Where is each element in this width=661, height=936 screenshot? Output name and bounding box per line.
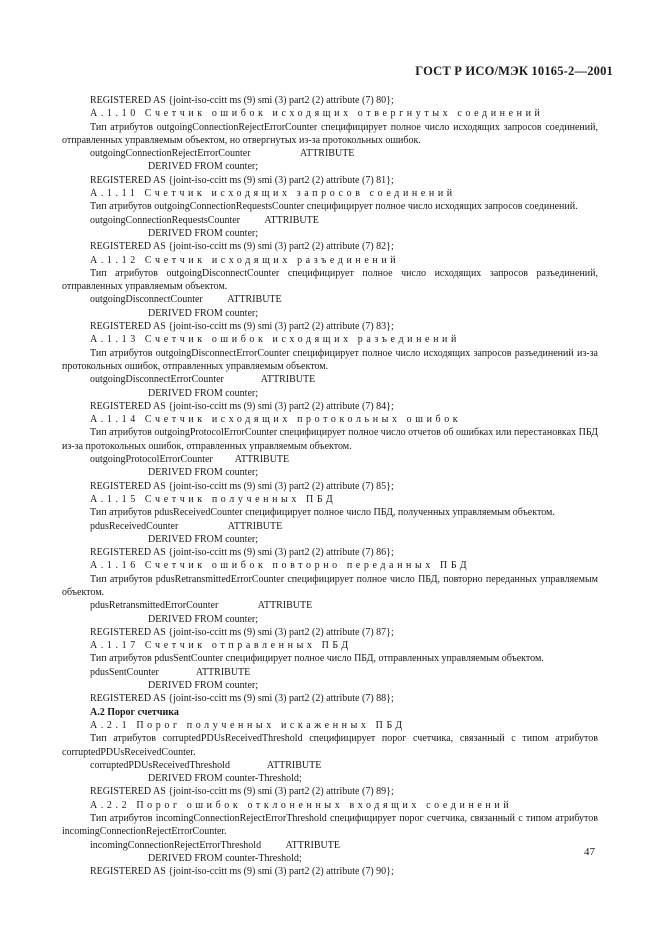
text-line: DERIVED FROM counter; (148, 387, 258, 399)
text-line: Тип атрибутов pdusReceivedCounter специфицирует полное число ПБД, полученных управляемым объектом. (90, 507, 555, 519)
text-line: A.1.11 Счетчик исходящих запросов соединений (90, 188, 456, 200)
text-line: Тип атрибутов outgoingConnectionRejectErrorCounter специфицирует полное число исходящих запросов соединений, отправленных управляемым объектом, но отвергнутых из-за протокольных ошибок. (62, 121, 598, 146)
text-line: A.1.10 Счетчик ошибок исходящих отвергнутых соединений (90, 108, 544, 120)
text-line: REGISTERED AS {joint-iso-ccitt ms (9) smi (3) part2 (2) attribute (7) 85}; (90, 480, 394, 492)
text-line: pdusSentCounter ATTRIBUTE (90, 666, 251, 678)
text-line: A.1.14 Счетчик исходящих протокольных ошибок (90, 414, 462, 426)
text-line: REGISTERED AS {joint-iso-ccitt ms (9) smi (3) part2 (2) attribute (7) 82}; (90, 241, 394, 253)
text-line: REGISTERED AS {joint-iso-ccitt ms (9) smi (3) part2 (2) attribute (7) 80}; (90, 95, 394, 106)
text-line: REGISTERED AS {joint-iso-ccitt ms (9) smi (3) part2 (2) attribute (7) 83}; (90, 321, 394, 333)
text-line: A.2 Порог счетчика (90, 706, 179, 718)
text-line: DERIVED FROM counter-Threshold; (148, 852, 302, 864)
text-line: pdusReceivedCounter ATTRIBUTE (90, 520, 283, 532)
text-line: A.1.12 Счетчик исходящих разъединений (90, 254, 400, 266)
text-line: outgoingDisconnectErrorCounter ATTRIBUTE (90, 374, 316, 386)
text-line: REGISTERED AS {joint-iso-ccitt ms (9) smi (3) part2 (2) attribute (7) 87}; (90, 626, 394, 638)
text-line: Тип атрибутов pdusSentCounter специфицирует полное число ПБД, отправленных управляемым объектом. (90, 653, 544, 665)
text-line: DERIVED FROM counter; (148, 161, 258, 173)
document-body (62, 94, 598, 879)
text-line: REGISTERED AS {joint-iso-ccitt ms (9) smi (3) part2 (2) attribute (7) 81}; (90, 174, 394, 186)
text-line: REGISTERED AS {joint-iso-ccitt ms (9) smi (3) part2 (2) attribute (7) 86}; (90, 547, 394, 559)
text-line: Тип атрибутов outgoingConnectionRequestsCounter специфицирует полное число исходящих запросов соединений. (90, 201, 578, 213)
text-line: DERIVED FROM counter-Threshold; (148, 773, 302, 785)
text-line: Тип атрибутов pdusRetransmittedErrorCounter специфицирует полное число ПБД, повторно переданных управляемым объектом. (62, 573, 598, 598)
document-header: ГОСТ Р ИСО/МЭК 10165-2—2001 (415, 64, 613, 78)
text-line: Тип атрибутов incomingConnectionRejectErrorThreshold специфицирует порог счетчика, связанный с типом атрибутов incomingConnectionRejectErrorCounter. (62, 813, 598, 838)
text-line: Тип атрибутов outgoingDisconnectErrorCounter специфицирует полное число исходящих запросов разъединений из-за протокольных ошибок, отправленных управляемым объектом. (62, 347, 598, 372)
text-line: A.2.2 Порог ошибок отклоненных входящих соединений (90, 799, 513, 811)
text-line: DERIVED FROM counter; (148, 227, 258, 239)
text-line: outgoingConnectionRejectErrorCounter ATTRIBUTE (90, 148, 355, 160)
text-line: outgoingProtocolErrorCounter ATTRIBUTE (90, 454, 290, 466)
text-line: REGISTERED AS {joint-iso-ccitt ms (9) smi (3) part2 (2) attribute (7) 88}; (90, 693, 394, 705)
text-line: DERIVED FROM counter; (148, 613, 258, 625)
text-line: REGISTERED AS {joint-iso-ccitt ms (9) smi (3) part2 (2) attribute (7) 90}; (90, 866, 394, 878)
text-line: A.1.15 Счетчик полученных ПБД (90, 493, 337, 505)
text-line: pdusRetransmittedErrorCounter ATTRIBUTE (90, 600, 313, 612)
text-line: DERIVED FROM counter; (148, 533, 258, 545)
text-line: outgoingConnectionRequestsCounter ATTRIBUTE (90, 214, 319, 226)
text-line: A.1.17 Счетчик отправленных ПБД (90, 640, 352, 652)
text-line: DERIVED FROM counter; (148, 307, 258, 319)
text-line: REGISTERED AS {joint-iso-ccitt ms (9) smi (3) part2 (2) attribute (7) 84}; (90, 400, 394, 412)
text-line: outgoingDisconnectCounter ATTRIBUTE (90, 294, 282, 306)
page-number: 47 (584, 846, 595, 858)
text-line: A.2.1 Порог полученных искаженных ПБД (90, 719, 406, 731)
text-line: Тип атрибутов corruptedPDUsReceivedThreshold специфицирует порог счетчика, связанный с типом атрибутов corruptedPDUsReceivedCounter. (62, 733, 598, 758)
text-line: A.1.13 Счетчик ошибок исходящих разъединений (90, 334, 460, 346)
text-line: DERIVED FROM counter; (148, 680, 258, 692)
text-line: DERIVED FROM counter; (148, 467, 258, 479)
text-line: Тип атрибутов outgoingProtocolErrorCounter специфицирует полное число отчетов об ошибках или перестановках ПБД из-за протокольных ошибок, отправленных управляемым объектом. (62, 427, 598, 452)
text-line: incomingConnectionRejectErrorThreshold ATTRIBUTE (90, 839, 340, 851)
text-line: REGISTERED AS {joint-iso-ccitt ms (9) smi (3) part2 (2) attribute (7) 89}; (90, 786, 394, 798)
text-line: Тип атрибутов outgoingDisconnectCounter специфицирует полное число исходящих запросов разъединений, отправленных управляемым объектом. (62, 267, 598, 293)
text-line: corruptedPDUsReceivedThreshold ATTRIBUTE (90, 759, 322, 771)
text-line: A.1.16 Счетчик ошибок повторно переданных ПБД (90, 560, 471, 572)
